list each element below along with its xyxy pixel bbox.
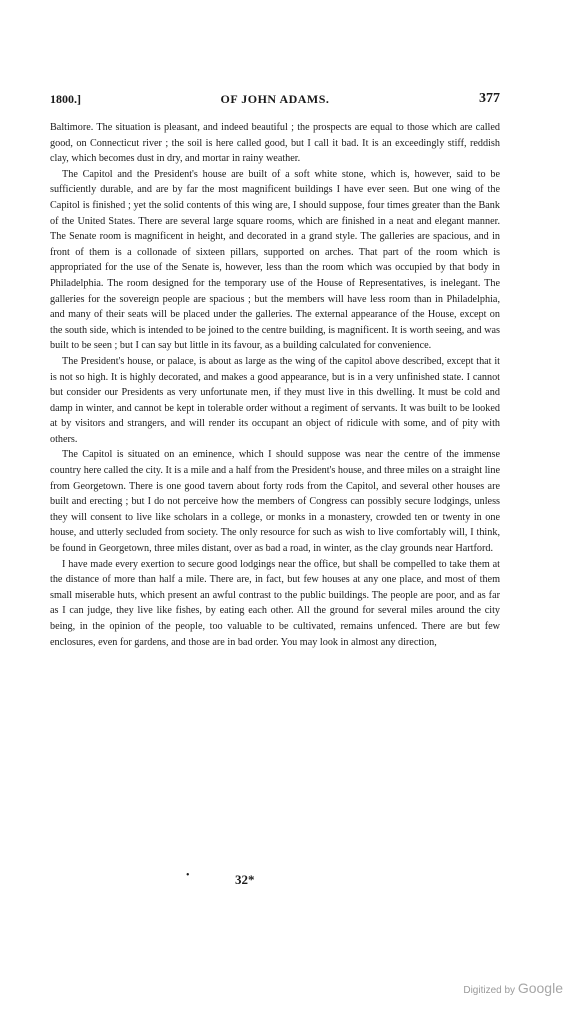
paragraph-2: The Capitol and the President's house are built of a soft white stone, which is, however, said to be sufficiently durable, and are by far the most magnificent buildings I have ever seen. But one wing of the Capitol is finished ; yet the solid contents of this wing are, I should suppose, four times greater than the Bank of the United States. There are several large square rooms, which are finished in a neat and elegant manner. The Senate room is magnificent in height, and decorated in a grand style. The galleries are spacious, and in front of them is a collonade of sixteen pillars, supported on arches. That part of the room which is appropriated for the use of the Senate is, however, less than the room which was occupied by that body in Philadelphia. The room designed for the temporary use of the House of Representatives, is inelegant. The galleries for the sovereign people are spacious ; but the members will have less room than in Philadelphia, and many of their seats will be placed under the galleries. The external appearance of the House, except on the south side, which is intended to be joined to the centre building, is magnificent. It is worth seeing, and was built to be seen ; but I can say but little in its favour, as a building calculated for convenience. bbox=[50, 168, 500, 352]
paragraph-5: I have made every exertion to secure good lodgings near the office, but shall be compelled to take them at the distance of more than half a mile. There are, in fact, but few houses at any one place, and most of them small miserable huts, which present an awful contrast to the public buildings. The people are poor, and as far as I can judge, they live like fishes, by eating each other. All the ground for several miles around the city being, in the opinion of the people, too valuable to be cultivated, remains unfenced. There are but few enclosures, even for gardens, and those are in bad order. You may look in almost any direction, bbox=[50, 558, 500, 648]
paragraph-3: The President's house, or palace, is about as large as the wing of the capitol above described, except that it is not so high. It is highly decorated, and makes a good appearance, but is in a very unfinished state. I cannot but consider our Presidents as very unfortunate men, if they must live in this dwelling. It must be cold and damp in winter, and cannot be kept in tolerable order without a regiment of servants. It was built to be looked at by visitors and strangers, and will render its occupant an object of ridicule with some, and of pity with others. bbox=[50, 355, 500, 445]
paragraph-4: The Capitol is situated on an eminence, which I should suppose was near the centre of the immense country here called the city. It is a mile and a half from the President's house, and three miles on a straight line from Georgetown. There is one good tavern about forty rods from the Capitol, and several other houses are built and erecting ; but I do not perceive how the members of Congress can possibly secure lodgings, unless they will consent to live like scholars in a college, or monks in a monastery, crowded ten or twenty in one house, and utterly secluded from society. The only resource for such as wish to live comfortably will, I think, be found in Georgetown, three miles distant, over as bad a road, in winter, as the clay grounds near Hartford. bbox=[50, 449, 500, 555]
header-title: OF JOHN ADAMS. bbox=[220, 92, 330, 106]
signature-mark: 32* bbox=[235, 872, 255, 887]
paragraph-1: Baltimore. The situation is pleasant, and indeed beautiful ; the prospects are equal to those which are called good, on Connecticut river ; the soil is here called good, but I call it bad. It is an exceedingly stiff, reddish clay, which becomes dust in dry, and mortar in rainy weather. bbox=[50, 122, 500, 165]
running-header bbox=[50, 92, 500, 112]
page-body bbox=[50, 120, 500, 650]
header-year: 1800.] bbox=[50, 92, 81, 106]
stray-mark: • bbox=[186, 870, 190, 881]
page-number: 377 bbox=[479, 91, 500, 106]
watermark-brand: Google bbox=[517, 980, 563, 996]
watermark-prefix: Digitized by bbox=[463, 985, 516, 996]
digitized-watermark bbox=[463, 980, 563, 996]
